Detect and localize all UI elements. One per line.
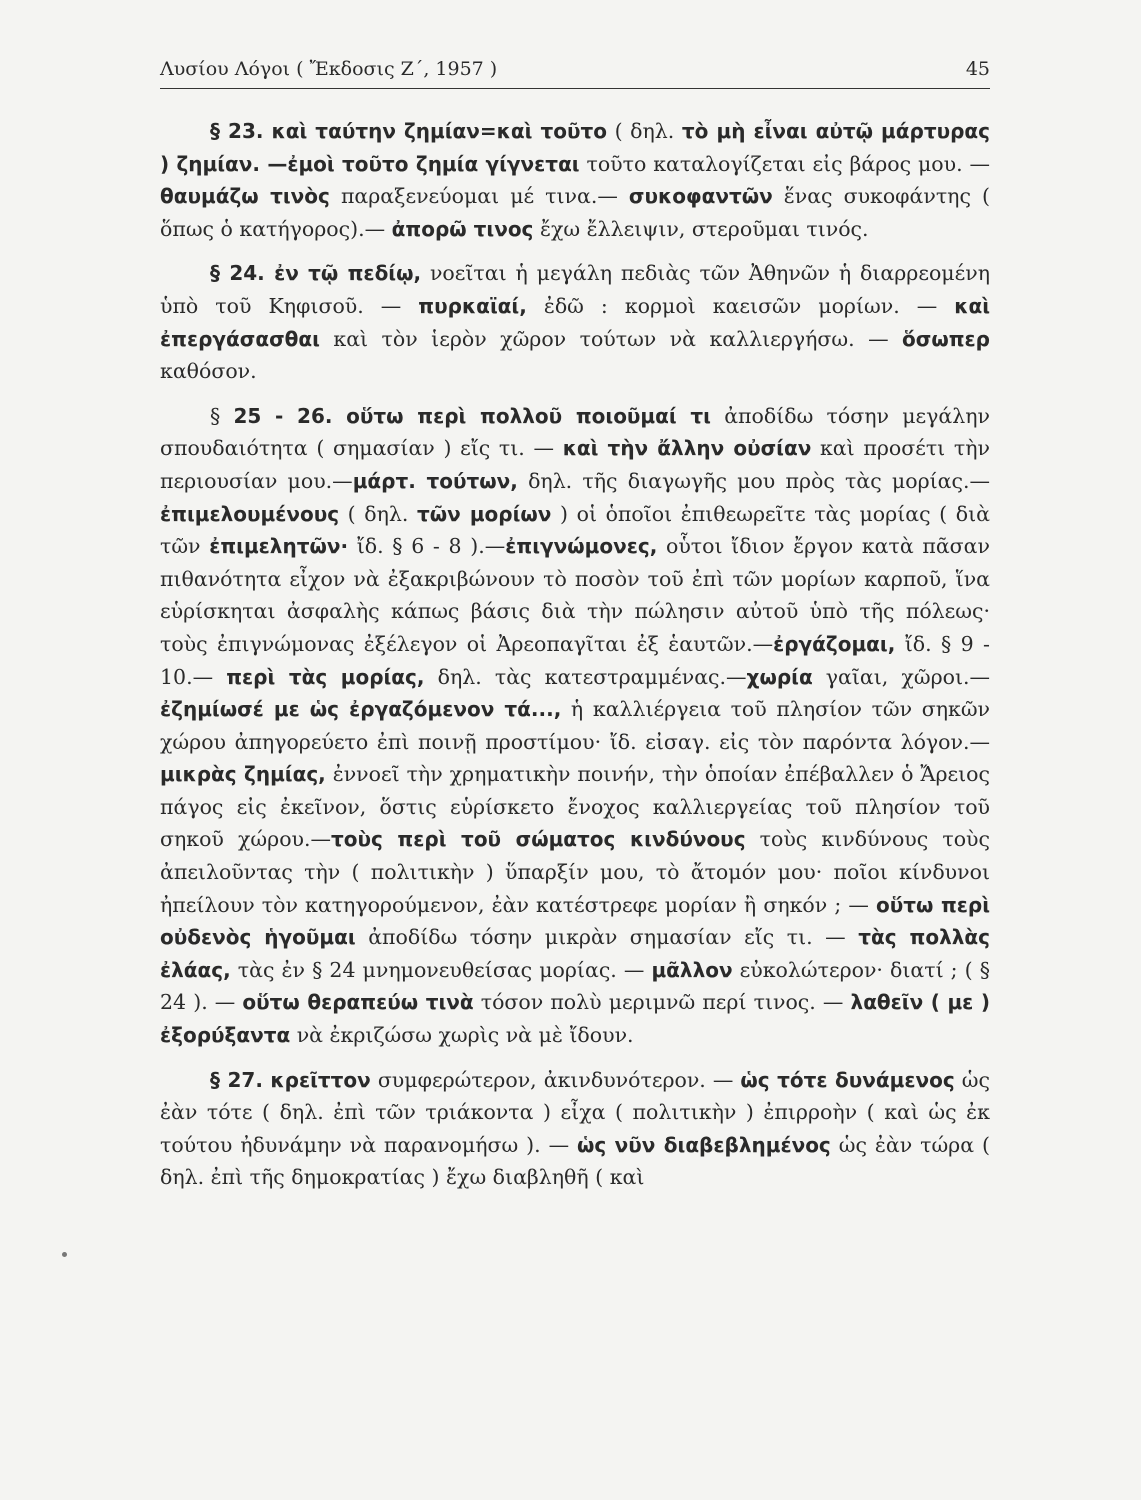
- gloss-text: ἕνας συκοφάντης ( ὅπως ὁ κατήγορος).—: [160, 184, 990, 241]
- gloss-text: ἴδ. § 6 - 8 ).—: [348, 534, 506, 559]
- lemma-term: ἐπιγνώμονες,: [505, 534, 658, 559]
- commentary-body: [160, 115, 990, 1206]
- gloss-text: ( δηλ.: [339, 501, 418, 526]
- gloss-text: καθόσον.: [160, 359, 257, 384]
- gloss-text: ἐδῶ : κορμοὶ καεισῶν μορίων. —: [526, 293, 955, 318]
- paragraph-25-26: [160, 400, 990, 1052]
- lemma-term: τῶν μορίων: [417, 501, 552, 526]
- lemma-term: ὅσωπερ: [902, 326, 990, 351]
- lemma-term: τὰς πολλὰς ἐλάας,: [160, 925, 990, 982]
- page-number: 45: [965, 58, 990, 80]
- lemma-term: θαυμάζω τινὸς: [160, 184, 330, 209]
- gloss-text: ἐννοεῖ τὴν χρηματικὴν ποινήν, τὴν ὁποίαν ἐπέβαλλεν ὁ Ἄρειος πάγος εἰς ἐκεῖνον, ὅστις εὑρίσκετο ἔνοχος καλλιεργείας τοῦ πλησίον τοῦ σηκοῦ χώρου.—: [160, 762, 990, 852]
- gloss-text: ἡ καλλιέργεια τοῦ πλησίον τῶν σηκῶν χώρου ἀπηγορεύετο ἐπὶ ποινῇ προστίμου· ἴδ. εἰσαγ. εἰς τὸν παρόντα λόγον.—: [160, 697, 990, 754]
- lemma-term: ἐζημίωσέ με ὡς ἐργαζόμενον τά...,: [160, 697, 562, 722]
- gloss-text: ἴδ. § 9 - 10.—: [160, 631, 990, 689]
- lemma-term: μάρτ. τούτων,: [352, 468, 518, 493]
- lemma-term: ὡς τότε δυνάμενος: [740, 1067, 955, 1092]
- lemma-term: 25 - 26. οὕτω περὶ πολλοῦ ποιοῦμαί τι: [233, 403, 711, 428]
- paragraph-24: [160, 257, 990, 387]
- gloss-text: παραξενεύομαι μέ τινα.—: [329, 184, 629, 209]
- gloss-text: ἀποδίδω τόσην μικρὰν σημασίαν εἴς τι. —: [355, 925, 859, 950]
- lemma-term: § 24. ἐν τῷ πεδίῳ,: [210, 261, 422, 286]
- gloss-text: ἔχω ἔλλειψιν, στεροῦμαι τινός.: [533, 216, 869, 241]
- gloss-text: δηλ. τῆς διαγωγῆς μου πρὸς τὰς μορίας.—: [517, 468, 991, 493]
- gloss-text: τὰς ἐν § 24 μνημονευθείσας μορίας. —: [230, 957, 652, 982]
- lemma-term: ὡς νῦν διαβεβλημένος: [577, 1132, 831, 1157]
- lemma-term: τοὺς περὶ τοῦ σώματος κινδύνους: [331, 827, 746, 852]
- gloss-text: ( δηλ.: [606, 119, 682, 143]
- gloss-text: νοεῖται ἡ μεγάλη πεδιὰς τῶν Ἀθηνῶν ἡ διαρρεομένη ὑπὸ τοῦ Κηφισοῦ. —: [160, 261, 990, 318]
- lemma-term: ἀπορῶ τινος: [391, 216, 534, 241]
- lemma-term: χωρία: [746, 664, 813, 689]
- gloss-text: καὶ τὸν ἱερὸν χῶρον τούτων νὰ καλλιεργήσω. —: [319, 326, 903, 351]
- gloss-text: §: [210, 403, 234, 428]
- gloss-text: ἀποδίδω τόσην μεγάλην σπουδαιότητα ( σημασίαν ) εἴς τι. —: [160, 403, 990, 461]
- gloss-text: καὶ προσέτι τὴν περιουσίαν μου.—: [160, 436, 990, 493]
- lemma-term: περὶ τὰς μορίας,: [226, 664, 425, 689]
- gloss-text: ) οἱ ὁποῖοι ἐπιθεωρεῖτε τὰς μορίας ( διὰ τῶν: [160, 501, 990, 559]
- gloss-text: τόσον πολὺ μεριμνῶ περί τινος. —: [473, 990, 851, 1015]
- lemma-term: § 23. καὶ ταύτην ζημίαν=καὶ τοῦτο: [210, 119, 607, 143]
- lemma-term: ἐπιμελουμένους: [160, 501, 340, 526]
- margin-speck: [62, 1252, 67, 1257]
- gloss-text: οὗτοι ἴδιον ἔργον κατὰ πᾶσαν πιθανότητα εἶχον νὰ ἐξακριβώνουν τὸ ποσὸν τοῦ ἐπὶ τῶν μορίων καρποῦ, ἵνα εὑρίσκηται ἀσφαλὴς κάπως βάσις διὰ τὴν πώλησιν αὐτοῦ ὑπὸ τῆς πόλεως· τοὺς ἐπιγνώμονας ἐξέλεγον οἱ Ἀρεοπαγῖται ἐξ ἑαυτῶν.—: [160, 534, 990, 656]
- gloss-text: τοῦτο καταλογίζεται εἰς βάρος μου. —: [579, 151, 990, 176]
- gloss-text: εὐκολώτερον· διατί ; ( § 24 ). —: [160, 957, 990, 1015]
- lemma-term: § 27. κρεῖττον: [210, 1067, 371, 1092]
- gloss-text: δηλ. τὰς κατεστραμμένας.—: [424, 664, 747, 689]
- gloss-text: τοὺς κινδύνους τοὺς ἀπειλοῦντας τὴν ( πολιτικὴν ) ὕπαρξίν μου, τὸ ἄτομόν μου· ποῖοι κίνδυνοι ἠπείλουν τὸν κατηγορούμενον, ἐὰν κατέστρεφε μορίαν ἢ σηκόν ; —: [160, 827, 990, 917]
- lemma-term: μᾶλλον: [651, 957, 733, 982]
- gloss-text: γαῖαι, χῶροι.—: [812, 664, 991, 689]
- running-header: [160, 58, 990, 89]
- paragraph-27: [160, 1064, 990, 1194]
- lemma-term: μικρὰς ζημίας,: [160, 762, 326, 787]
- lemma-term: οὕτω θεραπεύω τινὰ: [242, 990, 474, 1015]
- gloss-text: ὡς ἐὰν τώρα ( δηλ. ἐπὶ τῆς δημοκρατίας ) ἔχω διαβληθῆ ( καὶ: [160, 1132, 990, 1190]
- gloss-text: ὡς ἐὰν τότε ( δηλ. ἐπὶ τῶν τριάκοντα ) εἶχα ( πολιτικὴν ) ἐπιρροὴν ( καὶ ὡς ἐκ τούτου ἠδυνάμην νὰ παρανομήσω ). —: [160, 1067, 990, 1157]
- lemma-term: πυρκαϊαί,: [418, 293, 527, 318]
- lemma-term: οὕτω περὶ οὐδενὸς ἡγοῦμαι: [160, 892, 991, 950]
- lemma-term: καὶ τὴν ἄλλην οὐσίαν: [562, 436, 812, 461]
- lemma-term: ἐργάζομαι,: [773, 631, 896, 656]
- gloss-text: συμφερώτερον, ἀκινδυνότερον. —: [370, 1067, 741, 1092]
- lemma-term: ἐπιμελητῶν·: [209, 534, 349, 559]
- lemma-term: συκοφαντῶν: [628, 184, 773, 209]
- lemma-term: τὸ μὴ εἶναι αὐτῷ μάρτυρας ) ζημίαν. —ἐμοὶ τοῦτο ζημία γίγνεται: [160, 119, 990, 176]
- lemma-term: λαθεῖν ( με ) ἐξορύξαντα: [160, 990, 991, 1048]
- paragraph-23: [160, 115, 990, 245]
- lemma-term: καὶ ἐπεργάσασθαι: [160, 293, 990, 351]
- header-title: Λυσίου Λόγοι ( Ἔκδοσις Ζ΄, 1957 ): [160, 58, 498, 80]
- gloss-text: νὰ ἐκριζώσω χωρὶς νὰ μὲ ἴδουν.: [290, 1023, 634, 1048]
